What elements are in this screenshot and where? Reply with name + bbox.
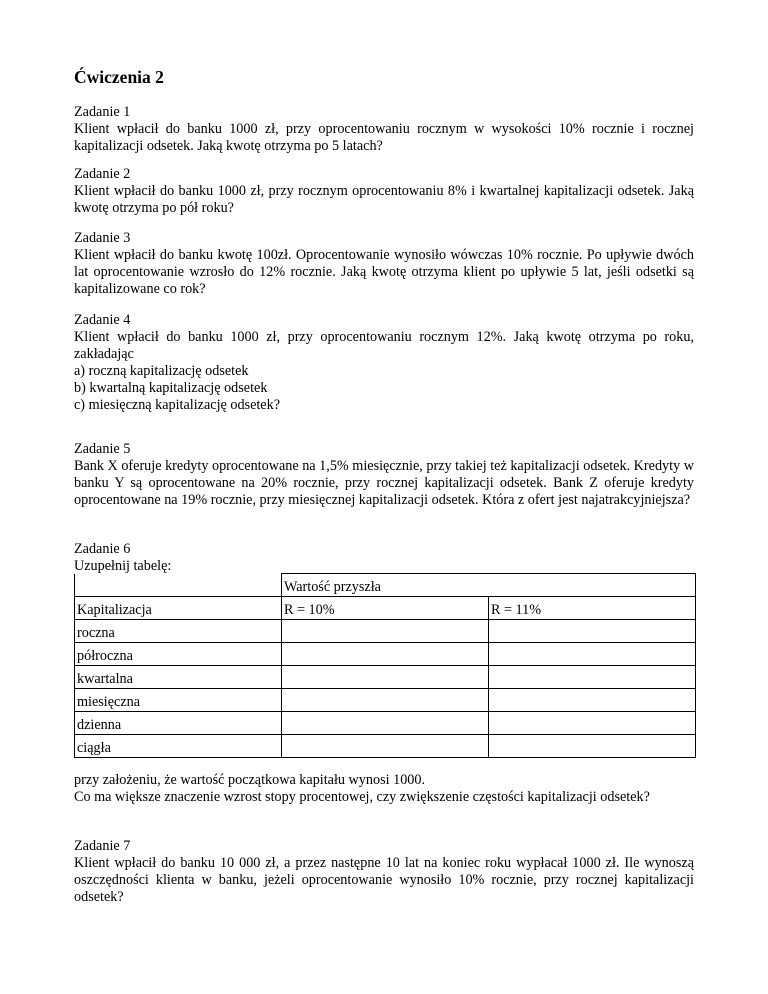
- table-row: [75, 666, 696, 689]
- assumption-text: przy założeniu, że wartość początkowa kapitału wynosi 1000.: [74, 772, 426, 788]
- table-row-label: miesięczna: [75, 689, 282, 712]
- task-text: Klient wpłacił do banku 10 000 zł, a przez następne 10 lat na koniec roku wypłacał 1000 zł. Ile wynoszą oszczędności klienta w banku, jeżeli oprocentowanie wynosiło 10% rocznie, przy rocznej kapitalizacji odsetek?: [74, 855, 694, 905]
- task-7: [74, 838, 694, 906]
- list-item: a) roczną kapitalizację odsetek: [74, 363, 249, 379]
- task-text: Klient wpłacił do banku 1000 zł, przy oprocentowaniu rocznym w wysokości 10% rocznie i rocznej kapitalizacji odsetek. Jaką kwotę otrzyma po 5 latach?: [74, 121, 694, 154]
- table-row-label: roczna: [75, 620, 282, 643]
- table-column-header-r10: R = 10%: [282, 597, 489, 620]
- task-1: [74, 104, 694, 155]
- table-row: [75, 643, 696, 666]
- table-input-cell[interactable]: [489, 643, 696, 666]
- table-input-cell[interactable]: [489, 666, 696, 689]
- task-heading: Zadanie 5: [74, 441, 131, 457]
- table-input-cell[interactable]: [489, 712, 696, 735]
- table-column-header-r11: R = 11%: [489, 597, 696, 620]
- list-item: c) miesięczną kapitalizację odsetek?: [74, 397, 280, 413]
- table-row-label: dzienna: [75, 712, 282, 735]
- table-row-label: kwartalna: [75, 666, 282, 689]
- table-input-cell[interactable]: [282, 712, 489, 735]
- table-row: [75, 712, 696, 735]
- task-6-followup: [74, 772, 694, 806]
- future-value-table: [74, 573, 696, 758]
- task-heading: Zadanie 4: [74, 312, 131, 328]
- question-text: Co ma większe znaczenie wzrost stopy procentowej, czy zwiększenie częstości kapitalizacji odsetek?: [74, 789, 650, 805]
- task-heading: Zadanie 2: [74, 166, 131, 182]
- table-row-label: ciągła: [75, 735, 282, 758]
- task-text: Uzupełnij tabelę:: [74, 558, 172, 574]
- table-input-cell[interactable]: [282, 735, 489, 758]
- task-heading: Zadanie 7: [74, 838, 131, 854]
- table-row-header: Kapitalizacja: [75, 597, 282, 620]
- table-input-cell[interactable]: [489, 689, 696, 712]
- table-empty-cell: [75, 574, 282, 597]
- task-3: [74, 230, 694, 298]
- task-6: [74, 541, 694, 575]
- table-row-label: półroczna: [75, 643, 282, 666]
- table-row: [75, 735, 696, 758]
- list-item: b) kwartalną kapitalizację odsetek: [74, 380, 268, 396]
- task-text: Klient wpłacił do banku 1000 zł, przy rocznym oprocentowaniu 8% i kwartalnej kapitalizacji odsetek. Jaką kwotę otrzyma po pół roku?: [74, 183, 694, 216]
- task-heading: Zadanie 3: [74, 230, 131, 246]
- table-input-cell[interactable]: [489, 735, 696, 758]
- task-4: [74, 312, 694, 414]
- table-row: [75, 689, 696, 712]
- task-heading: Zadanie 1: [74, 104, 131, 120]
- table-input-cell[interactable]: [282, 689, 489, 712]
- task-text: Klient wpłacił do banku 1000 zł, przy oprocentowaniu rocznym 12%. Jaką kwotę otrzyma po roku, zakładając: [74, 329, 694, 362]
- table-input-cell[interactable]: [282, 666, 489, 689]
- task-5: [74, 441, 694, 509]
- table-input-cell[interactable]: [489, 620, 696, 643]
- task-text: Bank X oferuje kredyty oprocentowane na 1,5% miesięcznie, przy takiej też kapitalizacji odsetek. Kredyty w banku Y są oprocentowane na 20% rocznie, przy rocznej kapitalizacji odsetek. Bank Z oferuje kredyty oprocentowane na 19% rocznie, przy miesięcznej kapitalizacji odsetek. Która z ofert jest najatrakcyjniejsza?: [74, 458, 694, 508]
- page-title: Ćwiczenia 2: [74, 67, 164, 87]
- task-heading: Zadanie 6: [74, 541, 131, 557]
- table-input-cell[interactable]: [282, 643, 489, 666]
- task-2: [74, 166, 694, 217]
- table-row: [75, 620, 696, 643]
- task-text: Klient wpłacił do banku kwotę 100zł. Oprocentowanie wynosiło wówczas 10% rocznie. Po upływie dwóch lat oprocentowanie wzrosło do 12% rocznie. Jaką kwotę otrzyma klient po upływie 5 lat, jeśli odsetki są kapitalizowane co rok?: [74, 247, 694, 297]
- table-input-cell[interactable]: [282, 620, 489, 643]
- table-group-header: Wartość przyszła: [282, 574, 696, 597]
